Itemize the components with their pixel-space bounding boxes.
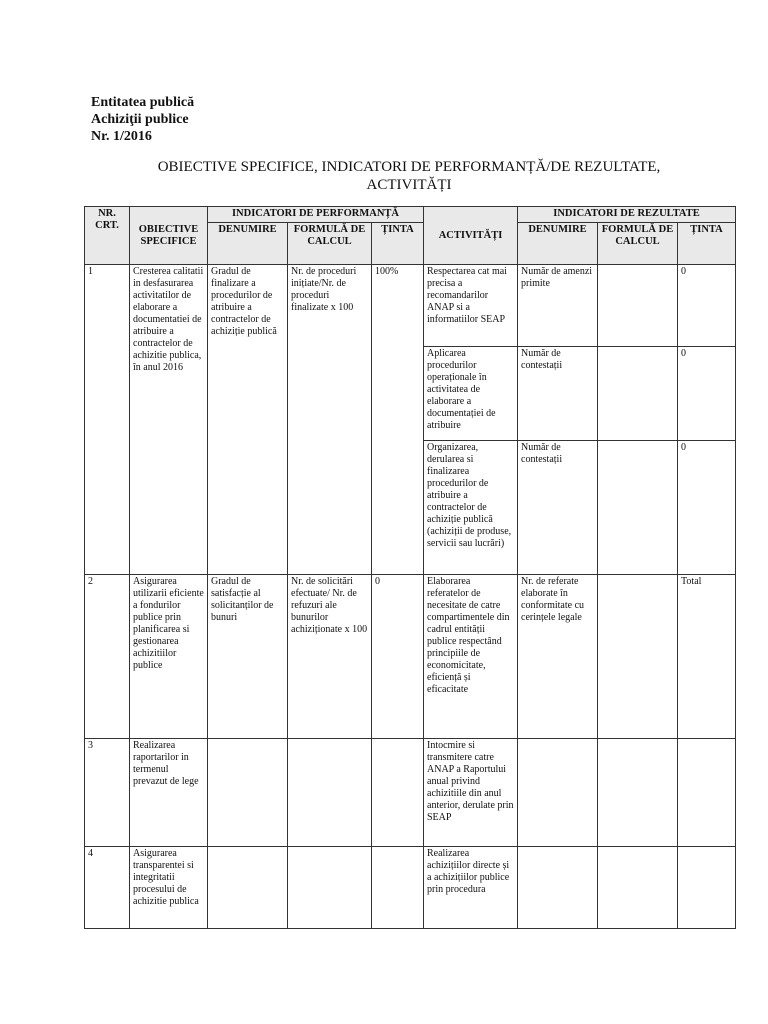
cell-tinta-rezultat [678, 847, 736, 929]
cell-tinta-rezultat [678, 739, 736, 847]
department-label: Achiziţii publice [91, 112, 189, 127]
cell-denumire-rezultat [518, 739, 598, 847]
cell-tinta-rezultat: 0 [678, 265, 736, 347]
header-nr: NR. CRT. [85, 207, 130, 265]
cell-tinta [372, 739, 424, 847]
cell-formula [288, 739, 372, 847]
cell-formula: Nr. de solicitări efectuate/ Nr. de refuzuri ale bunurilor achiziționate x 100 [288, 575, 372, 739]
cell-activitate: Intocmire si transmitere catre ANAP a Raportului anual privind achizitiile din anul anterior, derulate prin SEAP [424, 739, 518, 847]
objectives-table [84, 206, 736, 929]
header-indicatori-performanta: INDICATORI DE PERFORMANȚĂ [208, 207, 424, 223]
cell-formula: Nr. de proceduri inițiate/Nr. de proceduri finalizate x 100 [288, 265, 372, 575]
cell-activitate: Aplicarea procedurilor operaționale în activitatea de elaborare a documentației de atribuire [424, 347, 518, 441]
cell-formula-rezultat [598, 575, 678, 739]
cell-activitate: Realizarea achizițiilor directe și a achizițiilor publice prin procedura [424, 847, 518, 929]
cell-formula-rezultat [598, 265, 678, 347]
header-formula-rezultate: FORMULĂ DE CALCUL [598, 223, 678, 265]
header-obiective: OBIECTIVE SPECIFICE [130, 207, 208, 265]
cell-tinta-rezultat: 0 [678, 441, 736, 575]
document-number: Nr. 1/2016 [91, 129, 152, 144]
cell-denumire: Gradul de finalizare a procedurilor de atribuire a contractelor de achiziție publică [208, 265, 288, 575]
cell-tinta: 0 [372, 575, 424, 739]
cell-tinta-rezultat: 0 [678, 347, 736, 441]
title-line-1: OBIECTIVE SPECIFICE, INDICATORI DE PERFORMANȚĂ/DE REZULTATE, [157, 159, 661, 175]
cell-activitate: Organizarea, derularea si finalizarea procedurilor de atribuire a contractelor de achiziție publică (achiziții de produse, servicii sau lucrări) [424, 441, 518, 575]
cell-formula-rezultat [598, 347, 678, 441]
cell-obiectiv: Asigurarea transparentei si integritatii procesului de achizitie publica [130, 847, 208, 929]
cell-obiectiv: Realizarea raportarilor in termenul prevazut de lege [130, 739, 208, 847]
cell-tinta-rezultat: Total [678, 575, 736, 739]
header-tinta: ȚINTA [372, 223, 424, 265]
cell-denumire [208, 739, 288, 847]
table-row [85, 265, 736, 347]
header-denumire-rezultate: DENUMIRE [518, 223, 598, 265]
header-formula: FORMULĂ DE CALCUL [288, 223, 372, 265]
cell-denumire: Gradul de satisfacție al solicitanților de bunuri [208, 575, 288, 739]
header-activitati: ACTIVITĂȚI [424, 207, 518, 265]
cell-obiectiv: Asigurarea utilizarii eficiente a fondurilor publice prin planificarea si gestionarea achizitiilor publice [130, 575, 208, 739]
cell-nr: 4 [85, 847, 130, 929]
document-header [91, 94, 194, 145]
cell-formula [288, 847, 372, 929]
cell-formula-rezultat [598, 441, 678, 575]
header-indicatori-rezultate: INDICATORI DE REZULTATE [518, 207, 736, 223]
cell-nr: 2 [85, 575, 130, 739]
table-row [85, 739, 736, 847]
cell-obiectiv: Cresterea calitatii in desfasurarea activitatilor de elaborare a documentatiei de atribuire a contractelor de achizitie publica, în anul 2016 [130, 265, 208, 575]
header-tinta-rezultate: ȚINTA [678, 223, 736, 265]
cell-tinta [372, 847, 424, 929]
cell-denumire-rezultat [518, 847, 598, 929]
header-denumire: DENUMIRE [208, 223, 288, 265]
table-row [85, 847, 736, 929]
cell-nr: 1 [85, 265, 130, 575]
cell-formula-rezultat [598, 739, 678, 847]
cell-denumire-rezultat: Număr de amenzi primite [518, 265, 598, 347]
cell-denumire-rezultat: Număr de contestații [518, 347, 598, 441]
cell-tinta: 100% [372, 265, 424, 575]
cell-denumire-rezultat: Nr. de referate elaborate în conformitate cu cerințele legale [518, 575, 598, 739]
title-line-2: ACTIVITĂȚI [366, 177, 452, 193]
table-row [85, 575, 736, 739]
cell-activitate: Elaborarea referatelor de necesitate de catre compartimentele din cadrul entității publice respectând principiile de economicitate, eficiență și eficacitate [424, 575, 518, 739]
cell-nr: 3 [85, 739, 130, 847]
cell-formula-rezultat [598, 847, 678, 929]
cell-activitate: Respectarea cat mai precisa a recomandarilor ANAP si a informatiilor SEAP [424, 265, 518, 347]
cell-denumire [208, 847, 288, 929]
cell-denumire-rezultat: Număr de contestații [518, 441, 598, 575]
entity-label: Entitatea publică [91, 95, 195, 110]
document-title [84, 158, 734, 194]
